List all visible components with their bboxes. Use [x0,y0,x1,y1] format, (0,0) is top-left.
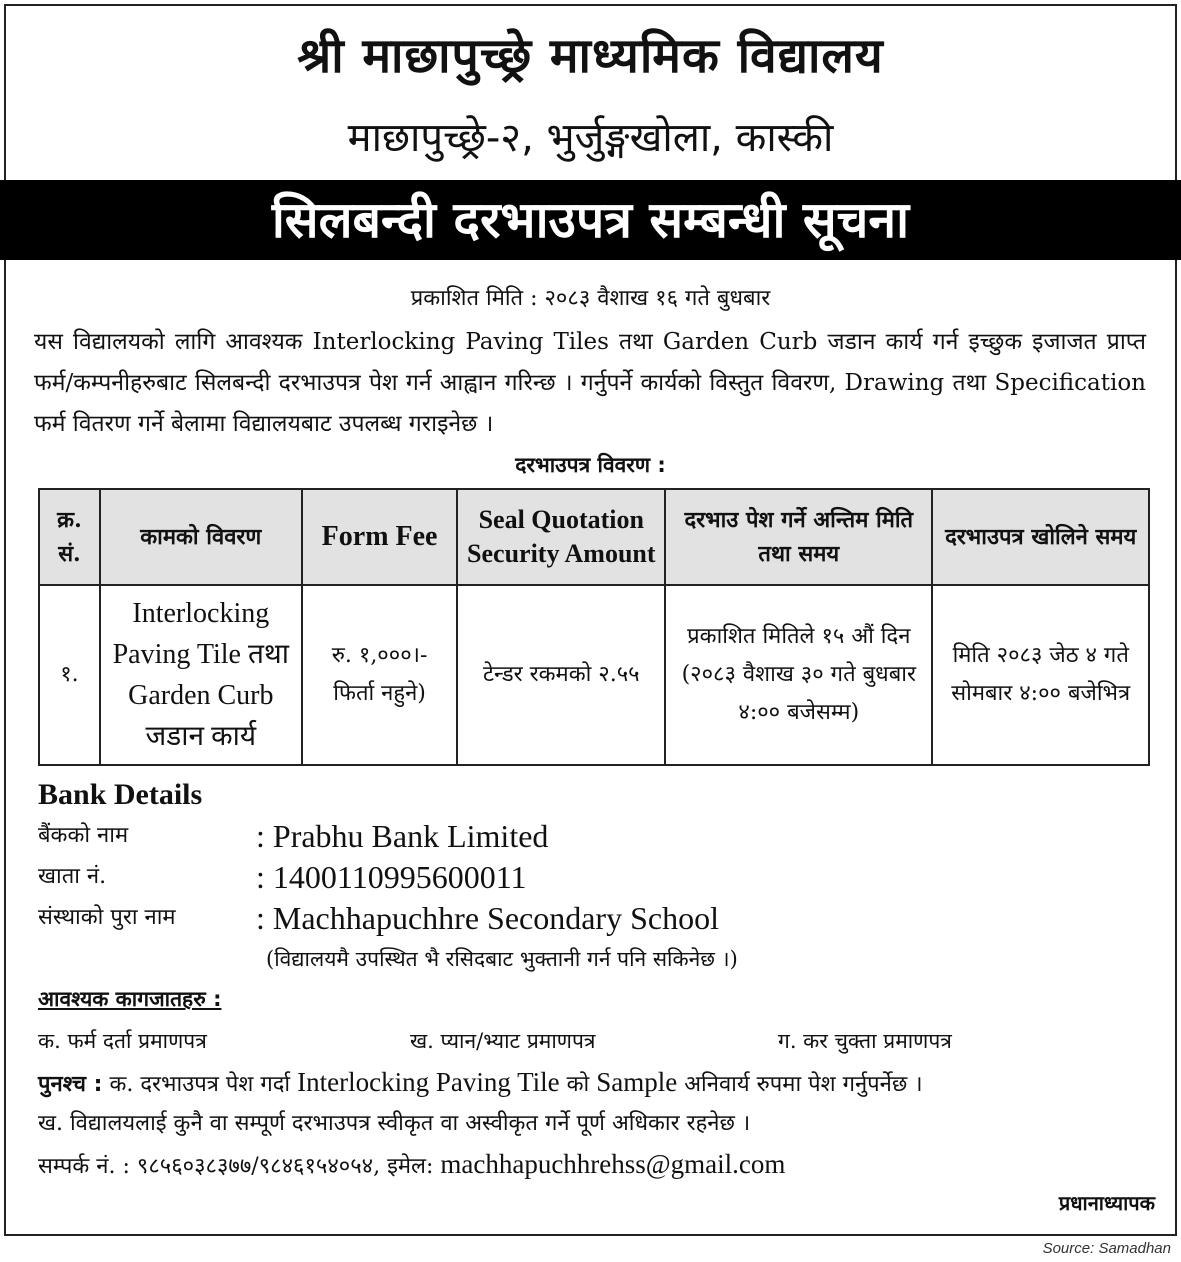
document-item: ग. कर चुक्ता प्रमाणपत्र [778,1029,952,1053]
table-row [39,585,1149,765]
bank-row-name [38,816,1148,856]
signature: प्रधानाध्यापक [1058,1191,1155,1215]
school-name: श्री माछापुच्छ्रे माध्यमिक विद्यालय [297,28,884,84]
published-date: प्रकाशित मिति : २०८३ वैशाख १६ गते बुधबार [410,286,771,311]
postscript-text: अनिवार्य रुपमा पेश गर्नुपर्नेछ । [684,1072,923,1097]
cell-sn: १. [39,585,100,765]
school-address: माछापुच्छ्रे-२, भुर्जुङ्गखोला, कास्की [347,115,834,161]
header-work: कामको विवरण [100,489,302,585]
quotation-table [38,488,1150,766]
header-sn: क्र. सं. [39,489,100,585]
notice-title: सिलबन्दी दरभाउपत्र सम्बन्धी सूचना [0,180,1181,260]
cell-deadline: प्रकाशित मितिले १५ औं दिन (२०८३ वैशाख ३० गते बुधबार ४:०० बजेसम्म) [665,585,932,765]
bank-value: : Prabhu Bank Limited [256,818,549,854]
postscript-text-en: Interlocking Paving Tile [297,1067,560,1097]
cell-opening-time: मिति २०८३ जेठ ४ गते सोमबार ४:०० बजेभित्र [932,585,1149,765]
bank-note: (विद्यालयमै उपस्थित भै रसिदबाट भुक्तानी गर्न पनि सकिनेछ ।) [266,947,738,971]
bank-details-title: Bank Details [38,778,203,811]
bank-value: : Machhapuchhre Secondary School [256,900,719,936]
postscript-text: को [566,1072,590,1097]
bank-label: खाता नं. [38,864,107,889]
bank-value: : 14001109956​00011 [256,859,527,895]
postscript-label: पुनश्च : [38,1072,103,1097]
table-header-row [39,489,1149,585]
contact-label: सम्पर्क नं. : ९८५६०३८३७७/९८४६१५४०५४, इमेल: [38,1154,434,1179]
postscript-text: क. दरभाउपत्र पेश गर्दा [109,1072,291,1097]
contact-email: machhapuchhrehss@gmail.com [440,1149,786,1179]
postscript-line-1 [38,1064,923,1103]
bank-label: संस्थाको पुरा नाम [38,905,176,930]
postscript-text-en: Sample [596,1067,678,1097]
source-credit: Source: Samadhan [1042,1240,1171,1257]
bank-row-account [38,857,1148,897]
header-opening-time: दरभाउपत्र खोलिने समय [932,489,1149,585]
cell-form-fee: रु. १,०००।- फिर्ता नहुने) [302,585,458,765]
header-deadline: दरभाउ पेश गर्ने अन्तिम मिति तथा समय [665,489,932,585]
bank-label: बैंकको नाम [38,823,129,848]
document-item: ख. प्यान/भ्याट प्रमाणपत्र [410,1029,596,1053]
cell-work: Interlocking Paving Tile तथा Garden Curb जडान कार्य [100,585,302,765]
documents-heading: आवश्यक कागजातहरु : [38,987,222,1011]
cell-security-amount: टेन्डर रकमको २.५५ [457,585,665,765]
document-item: क. फर्म दर्ता प्रमाणपत्र [38,1029,207,1053]
table-heading: दरभाउपत्र विवरण : [515,453,666,477]
contact-line [38,1146,785,1185]
bank-row-holder [38,898,1148,938]
intro-paragraph: यस विद्यालयको लागि आवश्यक Interlocking Paving Tiles तथा Garden Curb जडान कार्य गर्न इच्छुक इजाजत प्राप्त फर्म/कम्पनीहरुबाट सिलबन्दी दरभाउपत्र पेश गर्न आह्वान गरिन्छ । गर्नुपर्ने कार्यको विस्तुत विवरण, Drawing तथा Specification फर्म वितरण गर्ने बेलामा विद्यालयबाट उपलब्ध गराइनेछ । [34,329,1146,437]
header-form-fee: Form Fee [302,489,458,585]
header-security-amount: Seal Quotation Security Amount [457,489,665,585]
postscript-line-2: ख. विद्यालयलाई कुनै वा सम्पूर्ण दरभाउपत्र स्वीकृत वा अस्वीकृत गर्ने पूर्ण अधिकार रहनेछ । [38,1111,751,1136]
